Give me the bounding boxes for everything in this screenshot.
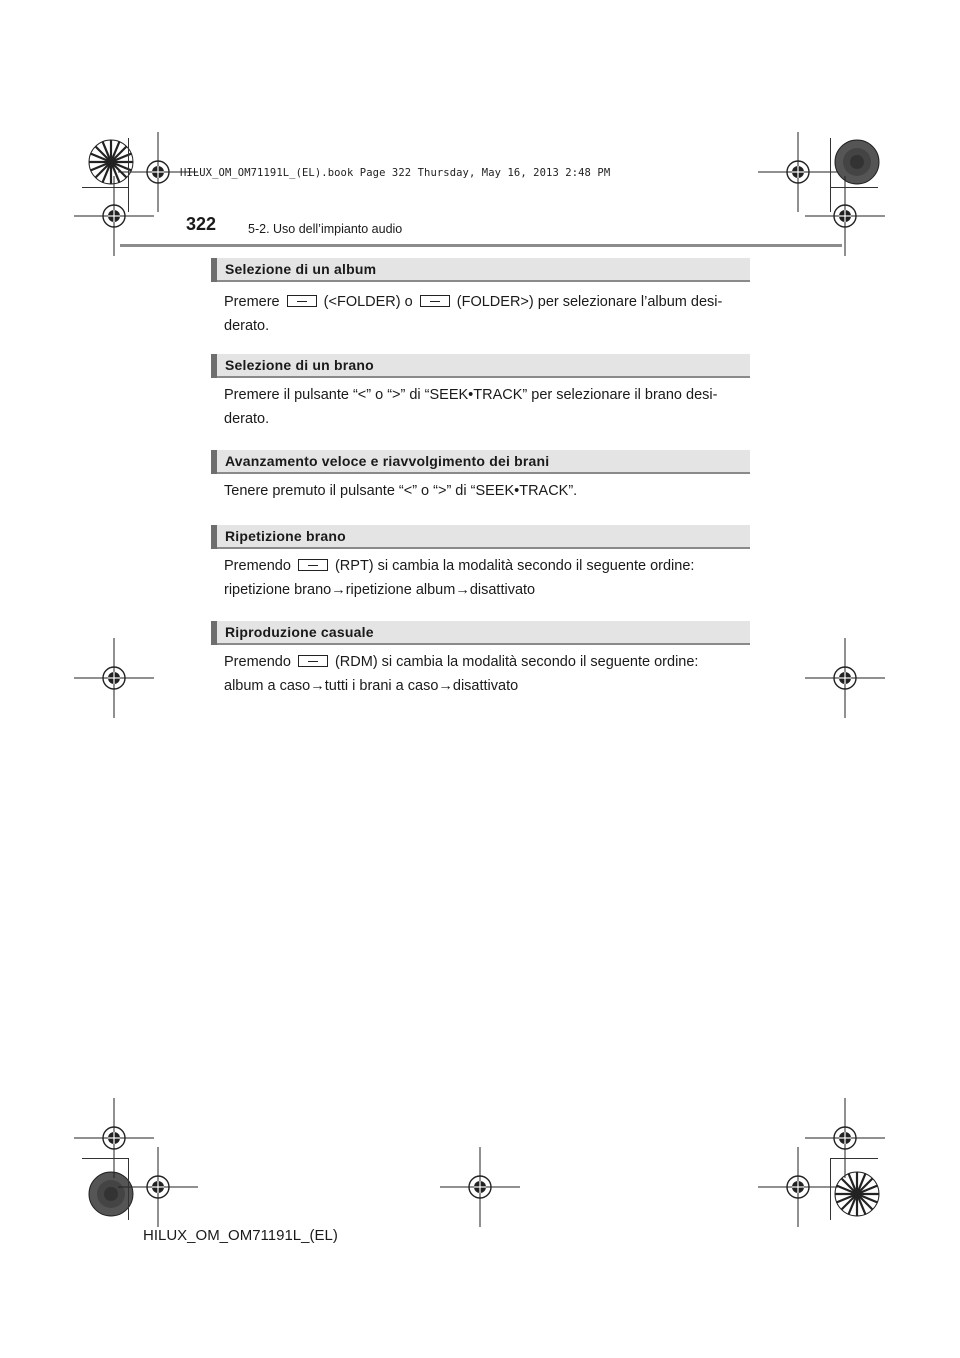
trim-line: [830, 138, 831, 212]
registration-mark: [758, 1147, 838, 1227]
section-title: Selezione di un brano: [225, 357, 374, 373]
section-title: Riproduzione casuale: [225, 624, 374, 640]
body-text: (RDM) si cambia la modalità secondo il seguente ordine:: [334, 654, 699, 670]
body-line: derato.: [224, 411, 270, 427]
header-section-title: 5-2. Uso dell’impianto audio: [248, 222, 403, 236]
section-title: Avanzamento veloce e riavvolgimento dei brani: [225, 453, 550, 469]
trim-line: [830, 1158, 831, 1220]
header-divider: [120, 244, 842, 247]
section-heading-fast-forward: [211, 450, 750, 474]
section-heading-shuffle: [211, 621, 750, 645]
registration-mark: [118, 1147, 198, 1227]
button-icon: [298, 559, 328, 571]
button-icon: [420, 295, 450, 307]
body-text: Premere: [224, 294, 280, 310]
trim-line: [830, 1158, 878, 1159]
body-line: [224, 554, 750, 578]
body-line: ripetizione brano→ripetizione album→disattivato: [224, 582, 536, 598]
registration-mark: [440, 1147, 520, 1227]
section-heading-album: [211, 258, 750, 282]
section-heading-repeat: [211, 525, 750, 549]
trim-line: [128, 1158, 129, 1220]
trim-line: [128, 138, 129, 212]
registration-mark: [74, 638, 154, 718]
body-line: [224, 290, 750, 314]
button-icon: [298, 655, 328, 667]
book-stamp: HILUX_OM_OM71191L_(EL).book Page 322 Thursday, May 16, 2013 2:48 PM: [180, 167, 611, 179]
section-accent: [211, 354, 217, 378]
section-title: Selezione di un album: [225, 261, 377, 277]
body-line: album a caso→tutti i brani a caso→disattivato: [224, 678, 519, 694]
body-text: (FOLDER>) per selezionare l’album desi-: [456, 294, 723, 310]
section-accent: [211, 525, 217, 549]
section-title: Ripetizione brano: [225, 528, 346, 544]
section-accent: [211, 258, 217, 282]
body-line: Tenere premuto il pulsante “<” o “>” di “SEEK•TRACK”.: [224, 483, 578, 499]
body-line: Premere il pulsante “<” o “>” di “SEEK•TRACK” per selezionare il brano desi-: [224, 387, 718, 403]
section-body-album: [224, 290, 750, 338]
registration-mark: [805, 638, 885, 718]
body-line: derato.: [224, 318, 270, 334]
section-body-fast-forward: [224, 479, 750, 503]
button-icon: [287, 295, 317, 307]
section-heading-track: [211, 354, 750, 378]
trim-line: [830, 187, 878, 188]
section-accent: [211, 621, 217, 645]
body-text: Premendo: [224, 654, 291, 670]
page-number: 322: [186, 214, 217, 234]
body-text: (RPT) si cambia la modalità secondo il seguente ordine:: [334, 558, 695, 574]
trim-line: [82, 1158, 128, 1159]
body-text: Premendo: [224, 558, 291, 574]
footer-document-code: HILUX_OM_OM71191L_(EL): [143, 1227, 338, 1244]
body-text: (<FOLDER) o: [323, 294, 413, 310]
section-body-track: [224, 383, 750, 431]
section-body-repeat: [224, 554, 750, 602]
body-line: [224, 650, 750, 674]
section-accent: [211, 450, 217, 474]
section-body-shuffle: [224, 650, 750, 698]
trim-line: [82, 187, 128, 188]
